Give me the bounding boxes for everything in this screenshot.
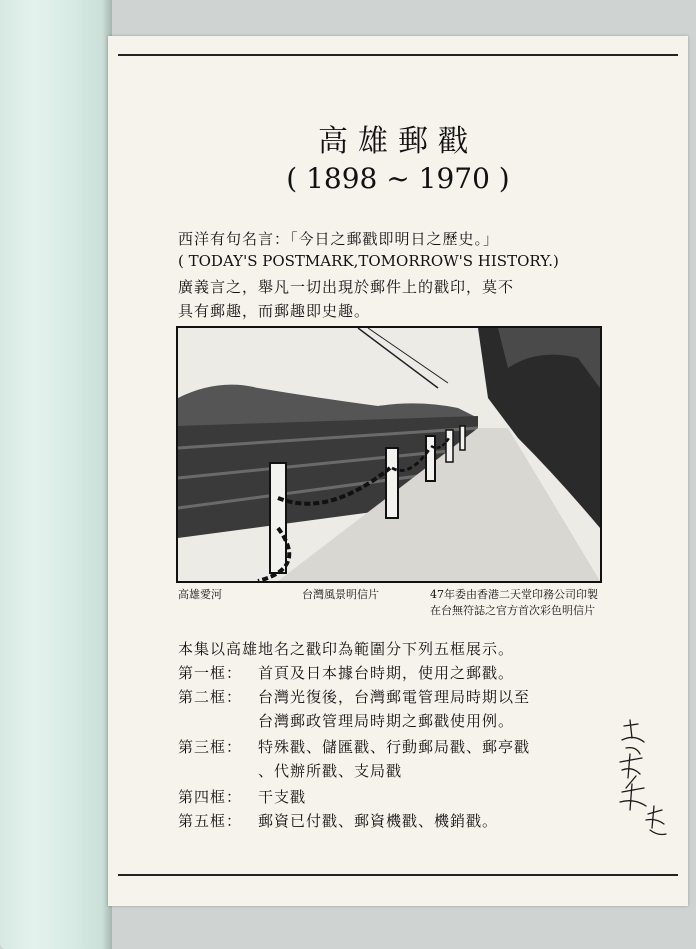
photo-caption-publisher: 47年委由香港二天堂印務公司印製 xyxy=(430,588,598,601)
frame-text: 干支戳 xyxy=(258,788,307,806)
frame-label: 第三框： xyxy=(178,738,243,756)
photo-caption-note: 在台無符誌之官方首次彩色明信片 xyxy=(430,604,595,617)
top-rule xyxy=(118,54,678,56)
page-title: 高雄郵戳 xyxy=(318,124,478,159)
photo-caption-location: 高雄愛河 xyxy=(178,588,222,601)
document-page xyxy=(108,36,688,906)
intro-line: ( TODAY'S POSTMARK,TOMORROW'S HISTORY.) xyxy=(178,252,559,270)
frame-label: 第一框： xyxy=(178,664,243,682)
photo-caption-series: 台灣風景明信片 xyxy=(302,588,379,601)
frame-label: 第五框： xyxy=(178,812,243,830)
frames-intro: 本集以高雄地名之戳印為範圍分下列五框展示。 xyxy=(178,640,515,658)
intro-line: 具有郵趣，而郵趣即史趣。 xyxy=(178,302,371,320)
frame-text: 郵資已付戳、郵資機戳、機銷戳。 xyxy=(258,812,499,830)
booklet-binding xyxy=(0,0,112,949)
handwritten-signature xyxy=(616,718,668,848)
frame-text: 、代辦所戳、支局戳 xyxy=(258,762,403,780)
frame-text: 台灣光復後，台灣郵電管理局時期以至 xyxy=(258,688,531,706)
page-subtitle-years: ( 1898 ~ 1970 ) xyxy=(286,162,510,195)
frame-text: 特殊戳、儲匯戳、行動郵局戳、郵亭戳 xyxy=(258,738,531,756)
intro-line: 廣義言之，舉凡一切出現於郵件上的戳印，莫不 xyxy=(178,278,515,296)
frame-label: 第四框： xyxy=(178,788,243,806)
frame-text: 台灣郵政管理局時期之郵戳使用例。 xyxy=(258,712,515,730)
frame-label: 第二框： xyxy=(178,688,243,706)
postcard-photo xyxy=(176,326,602,583)
intro-line: 西洋有句名言：「今日之郵戳即明日之歷史。」 xyxy=(178,230,500,248)
frame-text: 首頁及日本據台時期，使用之郵戳。 xyxy=(258,664,515,682)
bottom-rule xyxy=(118,874,678,876)
